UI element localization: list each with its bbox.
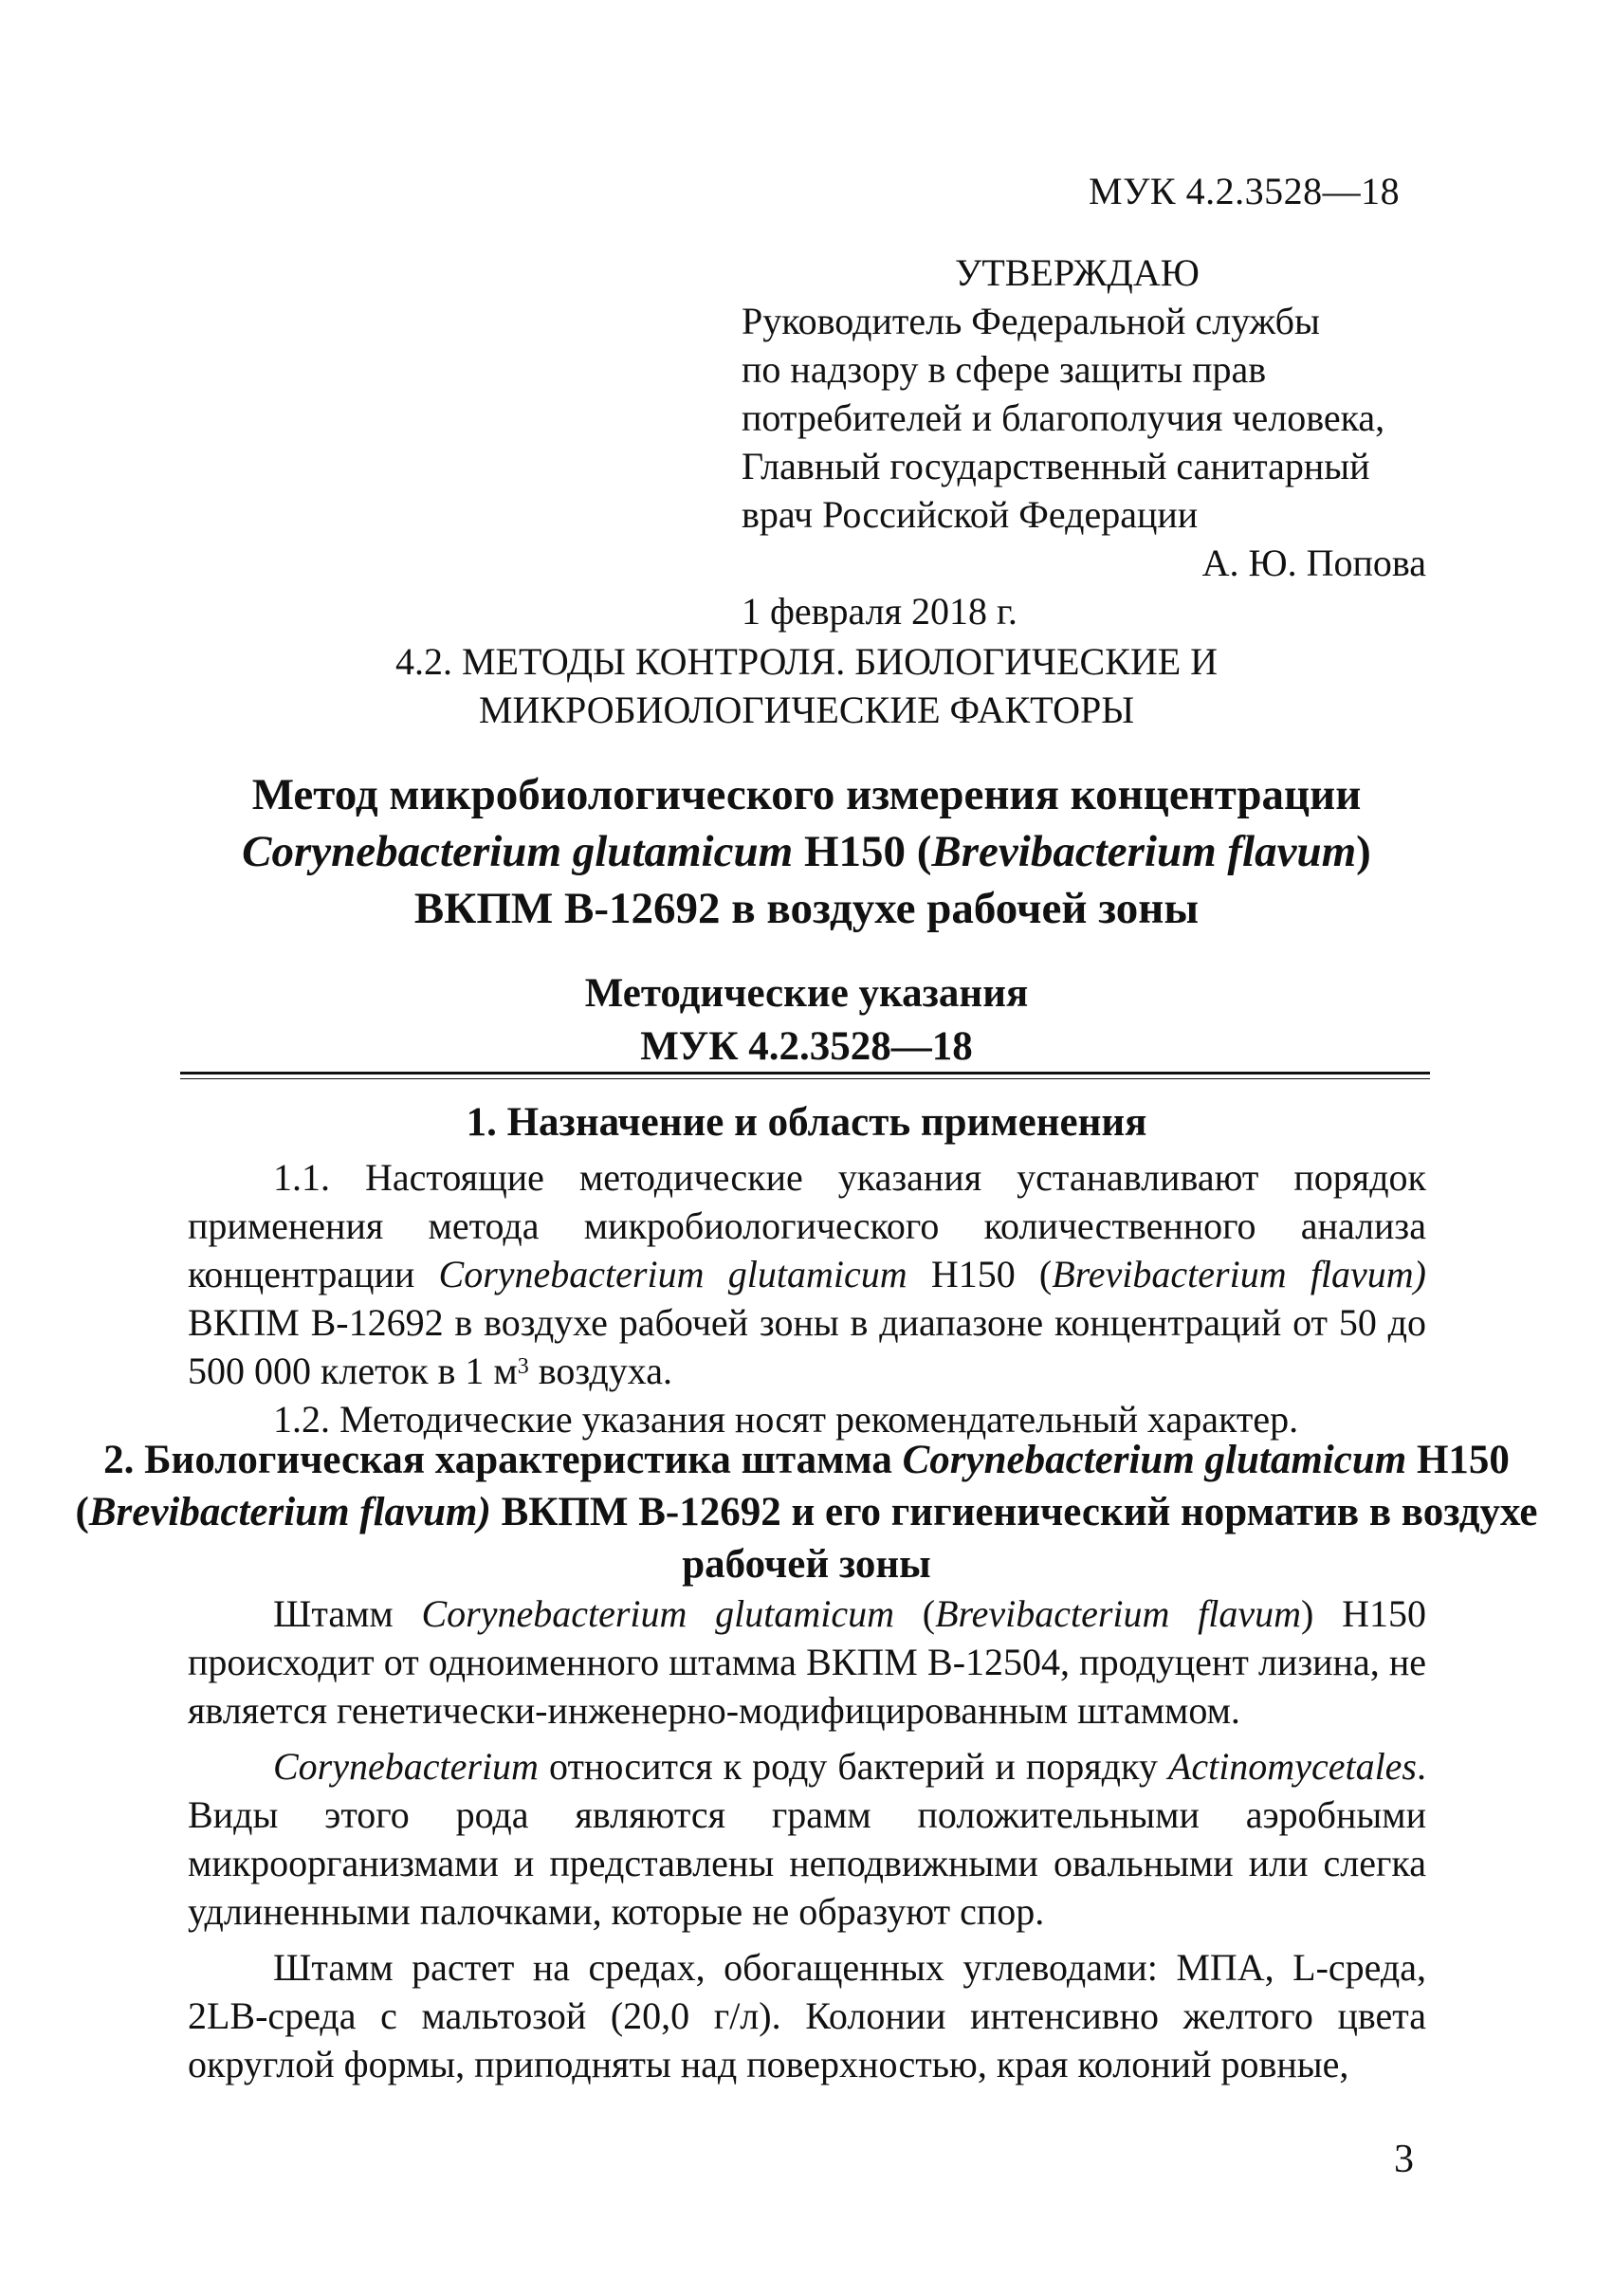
subtitle-code: МУК 4.2.3528—18 (640, 1024, 973, 1069)
approval-block (742, 248, 1434, 635)
paragraph-1-2: 1.2. Методические указания носят рекомендательный характер. (273, 1398, 1299, 1441)
title-fragment: ) (1356, 827, 1371, 876)
text-fragment: . Виды этого рода являются грамм положительными аэробными микроорганизмами и представлены неподвижными овальными или слегка удлиненными палочками, которые не образуют спор. (188, 1745, 1426, 1933)
organism-synonym: Brevibacterium flavum) (1052, 1253, 1427, 1295)
organism-name: Corynebacterium glutamicum (902, 1438, 1407, 1482)
paragraph-2-1 (188, 1589, 1426, 1735)
paragraph-2-3: Штамм растет на средах, обогащенных углеводами: МПА, L-среда, 2LB-среда с мальтозой (20,0 г/л). Колонии интенсивно желтого цвета округлой формы, приподняты над поверхностью, края колоний ровные, (188, 1946, 1426, 2085)
organism-name: Corynebacterium glutamicum (438, 1253, 907, 1295)
title-line (0, 823, 1613, 880)
subtitle-line: Методические указания (584, 971, 1029, 1016)
document-title (0, 766, 1613, 937)
text-fragment: Н150 ( (907, 1253, 1053, 1295)
text-fragment: ( (894, 1592, 936, 1635)
organism-name: Corynebacterium glutamicum (242, 827, 794, 876)
text-fragment: воздуха. (528, 1350, 673, 1392)
approval-line: Руководитель Федеральной службы (742, 300, 1320, 342)
heading-fragment: 2. Биологическая характеристика штамма (103, 1438, 903, 1482)
organism-synonym: Brevibacterium flavum (935, 1592, 1302, 1635)
divider (180, 1078, 1430, 1079)
organism-name: Corynebacterium glutamicum (421, 1592, 895, 1635)
genus-name: Corynebacterium (273, 1745, 539, 1788)
approval-line: потребителей и благополучия человека, (742, 396, 1385, 439)
section-category-line: МИКРОБИОЛОГИЧЕСКИЕ ФАКТОРЫ (478, 689, 1135, 731)
organism-synonym: Brevibacterium flavum) (88, 1490, 491, 1534)
document-subtitle (0, 967, 1613, 1074)
title-line: ВКПМ В-12692 в воздухе рабочей зоны (413, 884, 1200, 933)
text-fragment: Штамм (273, 1592, 422, 1635)
text-fragment: 1.1. Настоящие методические указания устанавливают порядок применения метода микробиологического количественного анализа концентрации (188, 1156, 1426, 1295)
order-name: Actinomycetales (1167, 1745, 1417, 1788)
superscript: 3 (517, 1354, 529, 1379)
heading-fragment: Н150 ( (75, 1438, 1510, 1534)
section-2-body (188, 1589, 1426, 2096)
text-fragment: ВКПМ В-12692 в воздухе рабочей зоны в диапазоне концентраций от 50 до 500 000 клеток в 1 м (188, 1301, 1426, 1392)
section-1-body (188, 1153, 1426, 1443)
approval-heading: УТВЕРЖДАЮ (955, 251, 1200, 294)
heading-fragment: ВКПМ В-12692 и его гигиенический норматив в воздухе рабочей зоны (490, 1490, 1538, 1587)
section-1-heading: 1. Назначение и область применения (466, 1100, 1147, 1145)
section-2-heading (0, 1434, 1613, 1590)
approver-name: А. Ю. Попова (1201, 542, 1426, 584)
title-fragment: Н150 ( (793, 827, 932, 876)
section-category-line: 4.2. МЕТОДЫ КОНТРОЛЯ. БИОЛОГИЧЕСКИЕ И (394, 640, 1219, 683)
approval-line: врач Российской Федерации (742, 493, 1199, 536)
divider (180, 1072, 1430, 1075)
approval-date: 1 февраля 2018 г. (742, 590, 1017, 633)
section-category (0, 637, 1613, 734)
title-line: Метод микробиологического измерения концентрации (251, 770, 1362, 819)
text-fragment: ) Н150 происходит от одноименного штамма ВКПМ В-12504, продуцент лизина, не является генетически-инженерно-модифицированным штаммом. (188, 1592, 1427, 1732)
text-fragment: относится к роду бактерий и порядку (538, 1745, 1168, 1788)
document-code: МУК 4.2.3528—18 (1089, 170, 1401, 212)
paragraph-2-2 (188, 1742, 1426, 1936)
organism-synonym: Brevibacterium flavum (931, 827, 1357, 876)
approval-line: по надзору в сфере защиты прав (742, 348, 1267, 391)
paragraph-1-1 (188, 1153, 1426, 1395)
approval-line: Главный государственный санитарный (742, 445, 1370, 487)
page-number: 3 (1394, 2138, 1414, 2181)
